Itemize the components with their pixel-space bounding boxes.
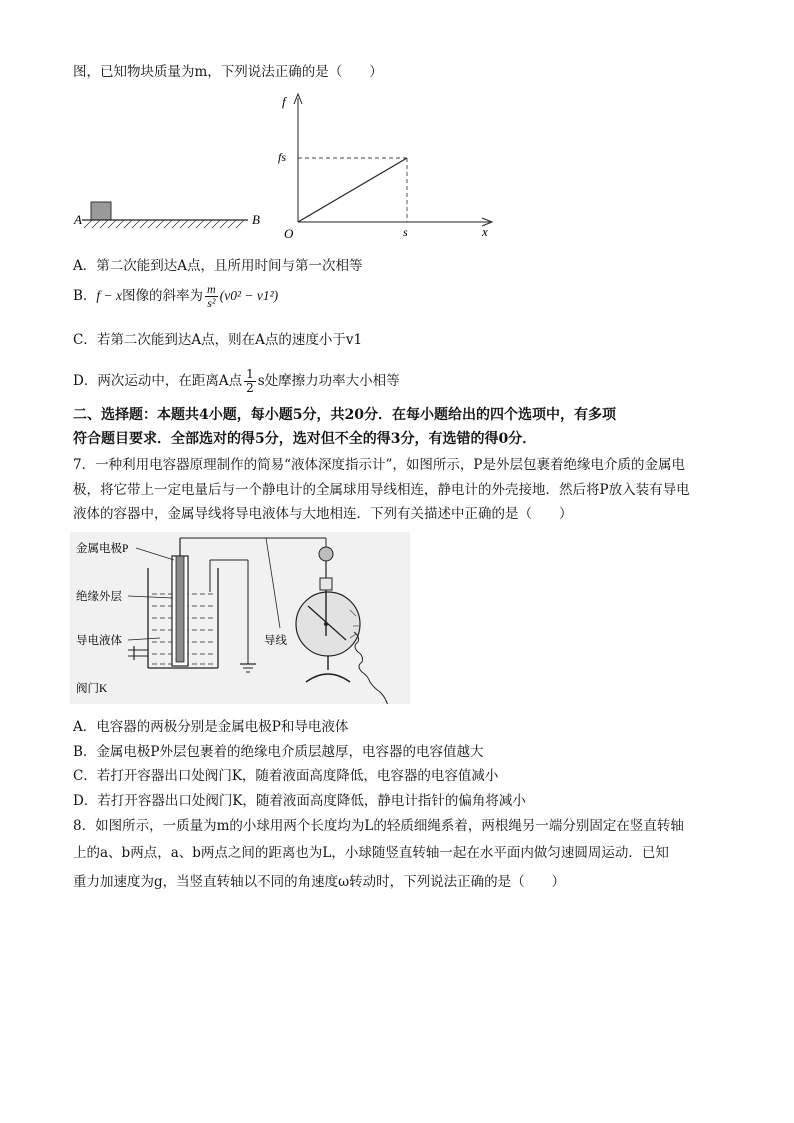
q6-option-b-mid: 图像的斜率为 [122, 288, 204, 304]
frac-den: 2 [246, 381, 254, 395]
electrode-p [172, 538, 188, 666]
frac-num: m [207, 282, 216, 296]
q7-line1: 7．一种利用电容器原理制作的简易“液体深度指示计”，如图所示，P是外层包裹着绝缘电介质的金属电 [73, 457, 685, 473]
q6-option-d [73, 368, 400, 395]
q7-option-b: B．金属电极P外层包裹着的绝缘电介质层越厚，电容器的电容值越大 [73, 744, 484, 760]
label-electrode: 金属电极P [76, 543, 129, 555]
q6-option-b-prefix: B． [73, 288, 97, 304]
fs-label: fs [278, 150, 287, 164]
q8-line1: 8．如图所示，一质量为m的小球用两个长度均为L的轻质细绳系着，两根绳另一端分别固定在竖直转轴 [73, 818, 684, 834]
q6-option-a: A．第二次能到达A点，且所用时间与第一次相等 [73, 258, 363, 274]
label-wire: 导线 [264, 635, 287, 647]
f-x-graph [278, 94, 492, 241]
frac-num: 1 [246, 367, 254, 381]
q6-option-b-fraction [205, 283, 218, 310]
q6-option-b [73, 283, 278, 310]
section2-line2: 符合题目要求．全部选对的得5分，选对但不全的得3分，有选错的得0分． [73, 431, 537, 447]
axis-label-x: x [482, 224, 488, 239]
label-a: A [74, 212, 82, 227]
q8-line2: 上的a、b两点，a、b两点之间的距离也为L，小球随竖直转轴一起在水平面内做匀速圆周运动．已知 [73, 845, 669, 861]
q6-stem: 图，已知物块质量为m，下列说法正确的是（ ） [73, 64, 383, 80]
axis-label-f: f [282, 94, 286, 109]
label-b: B [252, 212, 260, 227]
q7-option-d: D．若打开容器出口处阀门K，随着液面高度降低，静电计指针的偏角将减小 [73, 793, 526, 809]
q6-option-d-tail: s处摩擦力功率大小相等 [257, 373, 400, 389]
q7-line2: 极，将它带上一定电量后与一个静电计的全属球用导线相连，静电计的外壳接地．然后将P放入装有导电 [73, 482, 690, 498]
q7-line3: 液体的容器中，金属导线将导电液体与大地相连．下列有关描述中正确的是（ ） [73, 506, 573, 522]
q6-option-b-tail: (v0² − v1²) [219, 288, 279, 303]
q7-option-c: C．若打开容器出口处阀门K，随着液面高度降低，电容器的电容值减小 [73, 768, 499, 784]
graph-line [298, 158, 407, 222]
q6-option-c: C．若第二次能到达A点，则在A点的速度小于v1 [73, 332, 363, 348]
block [91, 202, 111, 220]
q6-option-d-prefix: D．两次运动中，在距离A点 [73, 373, 243, 389]
origin-label: O [284, 226, 294, 241]
q6-option-d-fraction [244, 368, 256, 395]
label-insulation: 绝缘外层 [76, 591, 122, 603]
label-valve: 阀门K [76, 683, 108, 695]
q8-line3: 重力加速度为g，当竖直转轴以不同的角速度ω转动时，下列说法正确的是（ ） [73, 874, 566, 890]
label-liquid: 导电液体 [76, 635, 122, 647]
q7-figure [70, 532, 410, 704]
section2-line1: 二、选择题：本题共4小题，每小题5分，共20分．在每小题给出的四个选项中，有多项 [73, 407, 616, 423]
s-label: s [403, 225, 408, 239]
frac-den: s² [207, 296, 216, 310]
q6-figure [72, 88, 502, 248]
q6-option-b-expr: f − x [96, 288, 123, 303]
q7-option-a: A．电容器的两极分别是金属电极P和导电液体 [73, 719, 349, 735]
electroscope-ball [319, 547, 333, 561]
block-diagram [73, 202, 260, 228]
